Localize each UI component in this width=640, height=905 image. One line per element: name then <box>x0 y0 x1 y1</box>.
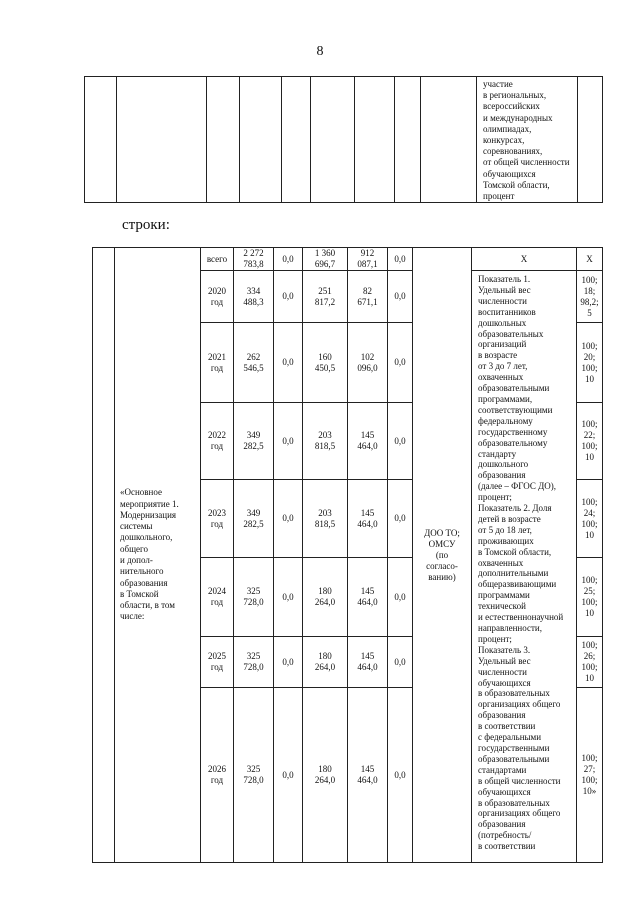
period-cell: всего <box>201 248 234 271</box>
regional-cell: 180 264,0 <box>303 688 348 863</box>
activity-table <box>92 247 603 863</box>
total-cell: 349 282,5 <box>234 480 274 558</box>
total-cell: 325 728,0 <box>234 688 274 863</box>
indicator-text-cell: участие в региональных, всероссийских и международных олимпиадах, конкурсах, соревнованиях, от общей численности обучающихся Томской области, процент <box>477 77 578 203</box>
local-cell: 82 671,1 <box>348 271 388 323</box>
federal-cell: 0,0 <box>274 248 303 271</box>
activity-name-cell: «Основное мероприятие 1. Модернизация системы дошкольного, общего и допол- нительного образования в Томской области, в том числе: <box>115 248 201 863</box>
federal-cell: 0,0 <box>274 688 303 863</box>
empty-cell <box>207 77 240 203</box>
total-cell: 349 282,5 <box>234 403 274 480</box>
federal-cell: 0,0 <box>274 637 303 688</box>
empty-cell <box>240 77 282 203</box>
page-number: 8 <box>316 44 324 59</box>
header-x2-cell: Х <box>577 248 603 271</box>
other-cell: 0,0 <box>388 558 413 637</box>
regional-cell: 160 450,5 <box>303 323 348 403</box>
other-cell: 0,0 <box>388 480 413 558</box>
target-values-cell: 100; 18; 98,2; 5 <box>577 271 603 323</box>
target-values-cell: 100; 24; 100; 10 <box>577 480 603 558</box>
empty-cell <box>311 77 355 203</box>
other-cell: 0,0 <box>388 323 413 403</box>
total-cell: 2 272 783,8 <box>234 248 274 271</box>
regional-cell: 203 818,5 <box>303 403 348 480</box>
other-cell: 0,0 <box>388 271 413 323</box>
empty-cell <box>578 77 603 203</box>
empty-cell <box>85 77 117 203</box>
executor-cell: ДОО ТО; ОМСУ (по согласо- ванию) <box>413 248 472 863</box>
section-label: строки: <box>122 217 170 233</box>
regional-cell: 180 264,0 <box>303 558 348 637</box>
period-cell: 2024 год <box>201 558 234 637</box>
total-cell: 325 728,0 <box>234 637 274 688</box>
federal-cell: 0,0 <box>274 480 303 558</box>
target-values-cell: 100; 20; 100; 10 <box>577 323 603 403</box>
table-row <box>93 248 603 271</box>
regional-cell: 203 818,5 <box>303 480 348 558</box>
other-cell: 0,0 <box>388 248 413 271</box>
total-cell: 262 546,5 <box>234 323 274 403</box>
period-cell: 2022 год <box>201 403 234 480</box>
target-values-cell: 100; 26; 100; 10 <box>577 637 603 688</box>
local-cell: 145 464,0 <box>348 558 388 637</box>
local-cell: 145 464,0 <box>348 403 388 480</box>
empty-cell <box>421 77 477 203</box>
period-cell: 2020 год <box>201 271 234 323</box>
header-x-cell: Х <box>472 248 577 271</box>
local-cell: 145 464,0 <box>348 688 388 863</box>
total-cell: 325 728,0 <box>234 558 274 637</box>
local-cell: 102 096,0 <box>348 323 388 403</box>
empty-index-cell <box>93 248 115 863</box>
regional-cell: 1 360 696,7 <box>303 248 348 271</box>
total-cell: 334 488,3 <box>234 271 274 323</box>
other-cell: 0,0 <box>388 688 413 863</box>
other-cell: 0,0 <box>388 637 413 688</box>
empty-cell <box>395 77 421 203</box>
federal-cell: 0,0 <box>274 323 303 403</box>
other-cell: 0,0 <box>388 403 413 480</box>
local-cell: 145 464,0 <box>348 637 388 688</box>
regional-cell: 251 817,2 <box>303 271 348 323</box>
federal-cell: 0,0 <box>274 403 303 480</box>
period-cell: 2021 год <box>201 323 234 403</box>
period-cell: 2025 год <box>201 637 234 688</box>
federal-cell: 0,0 <box>274 271 303 323</box>
empty-cell <box>117 77 207 203</box>
target-values-cell: 100; 27; 100; 10» <box>577 688 603 863</box>
local-cell: 912 087,1 <box>348 248 388 271</box>
indicators-cell: Показатель 1. Удельный вес численности воспитанников дошкольных образовательных организаций в возрасте от 3 до 7 лет, охваченных образовательными программами, соответствующими федеральному государственному образовательному стандарту дошкольного образования (далее – ФГОС ДО), процент; Показатель 2. Доля детей в возрасте от 5 до 18 лет, проживающих в Томской области, охваченных дополнительными общеразвивающими программами технической и естественнонаучной направленности, процент; Показатель 3. Удельный вес численности обучающихся в образовательных организациях общего образования в соответствии с федеральными государственными образовательными стандартами в общей численности обучающихся в образовательных организациях общего образования (потребность/ в соответствии <box>472 271 577 863</box>
continued-table-fragment <box>84 76 603 203</box>
target-values-cell: 100; 22; 100; 10 <box>577 403 603 480</box>
empty-cell <box>282 77 311 203</box>
empty-cell <box>355 77 395 203</box>
target-values-cell: 100; 25; 100; 10 <box>577 558 603 637</box>
period-cell: 2023 год <box>201 480 234 558</box>
federal-cell: 0,0 <box>274 558 303 637</box>
local-cell: 145 464,0 <box>348 480 388 558</box>
period-cell: 2026 год <box>201 688 234 863</box>
regional-cell: 180 264,0 <box>303 637 348 688</box>
